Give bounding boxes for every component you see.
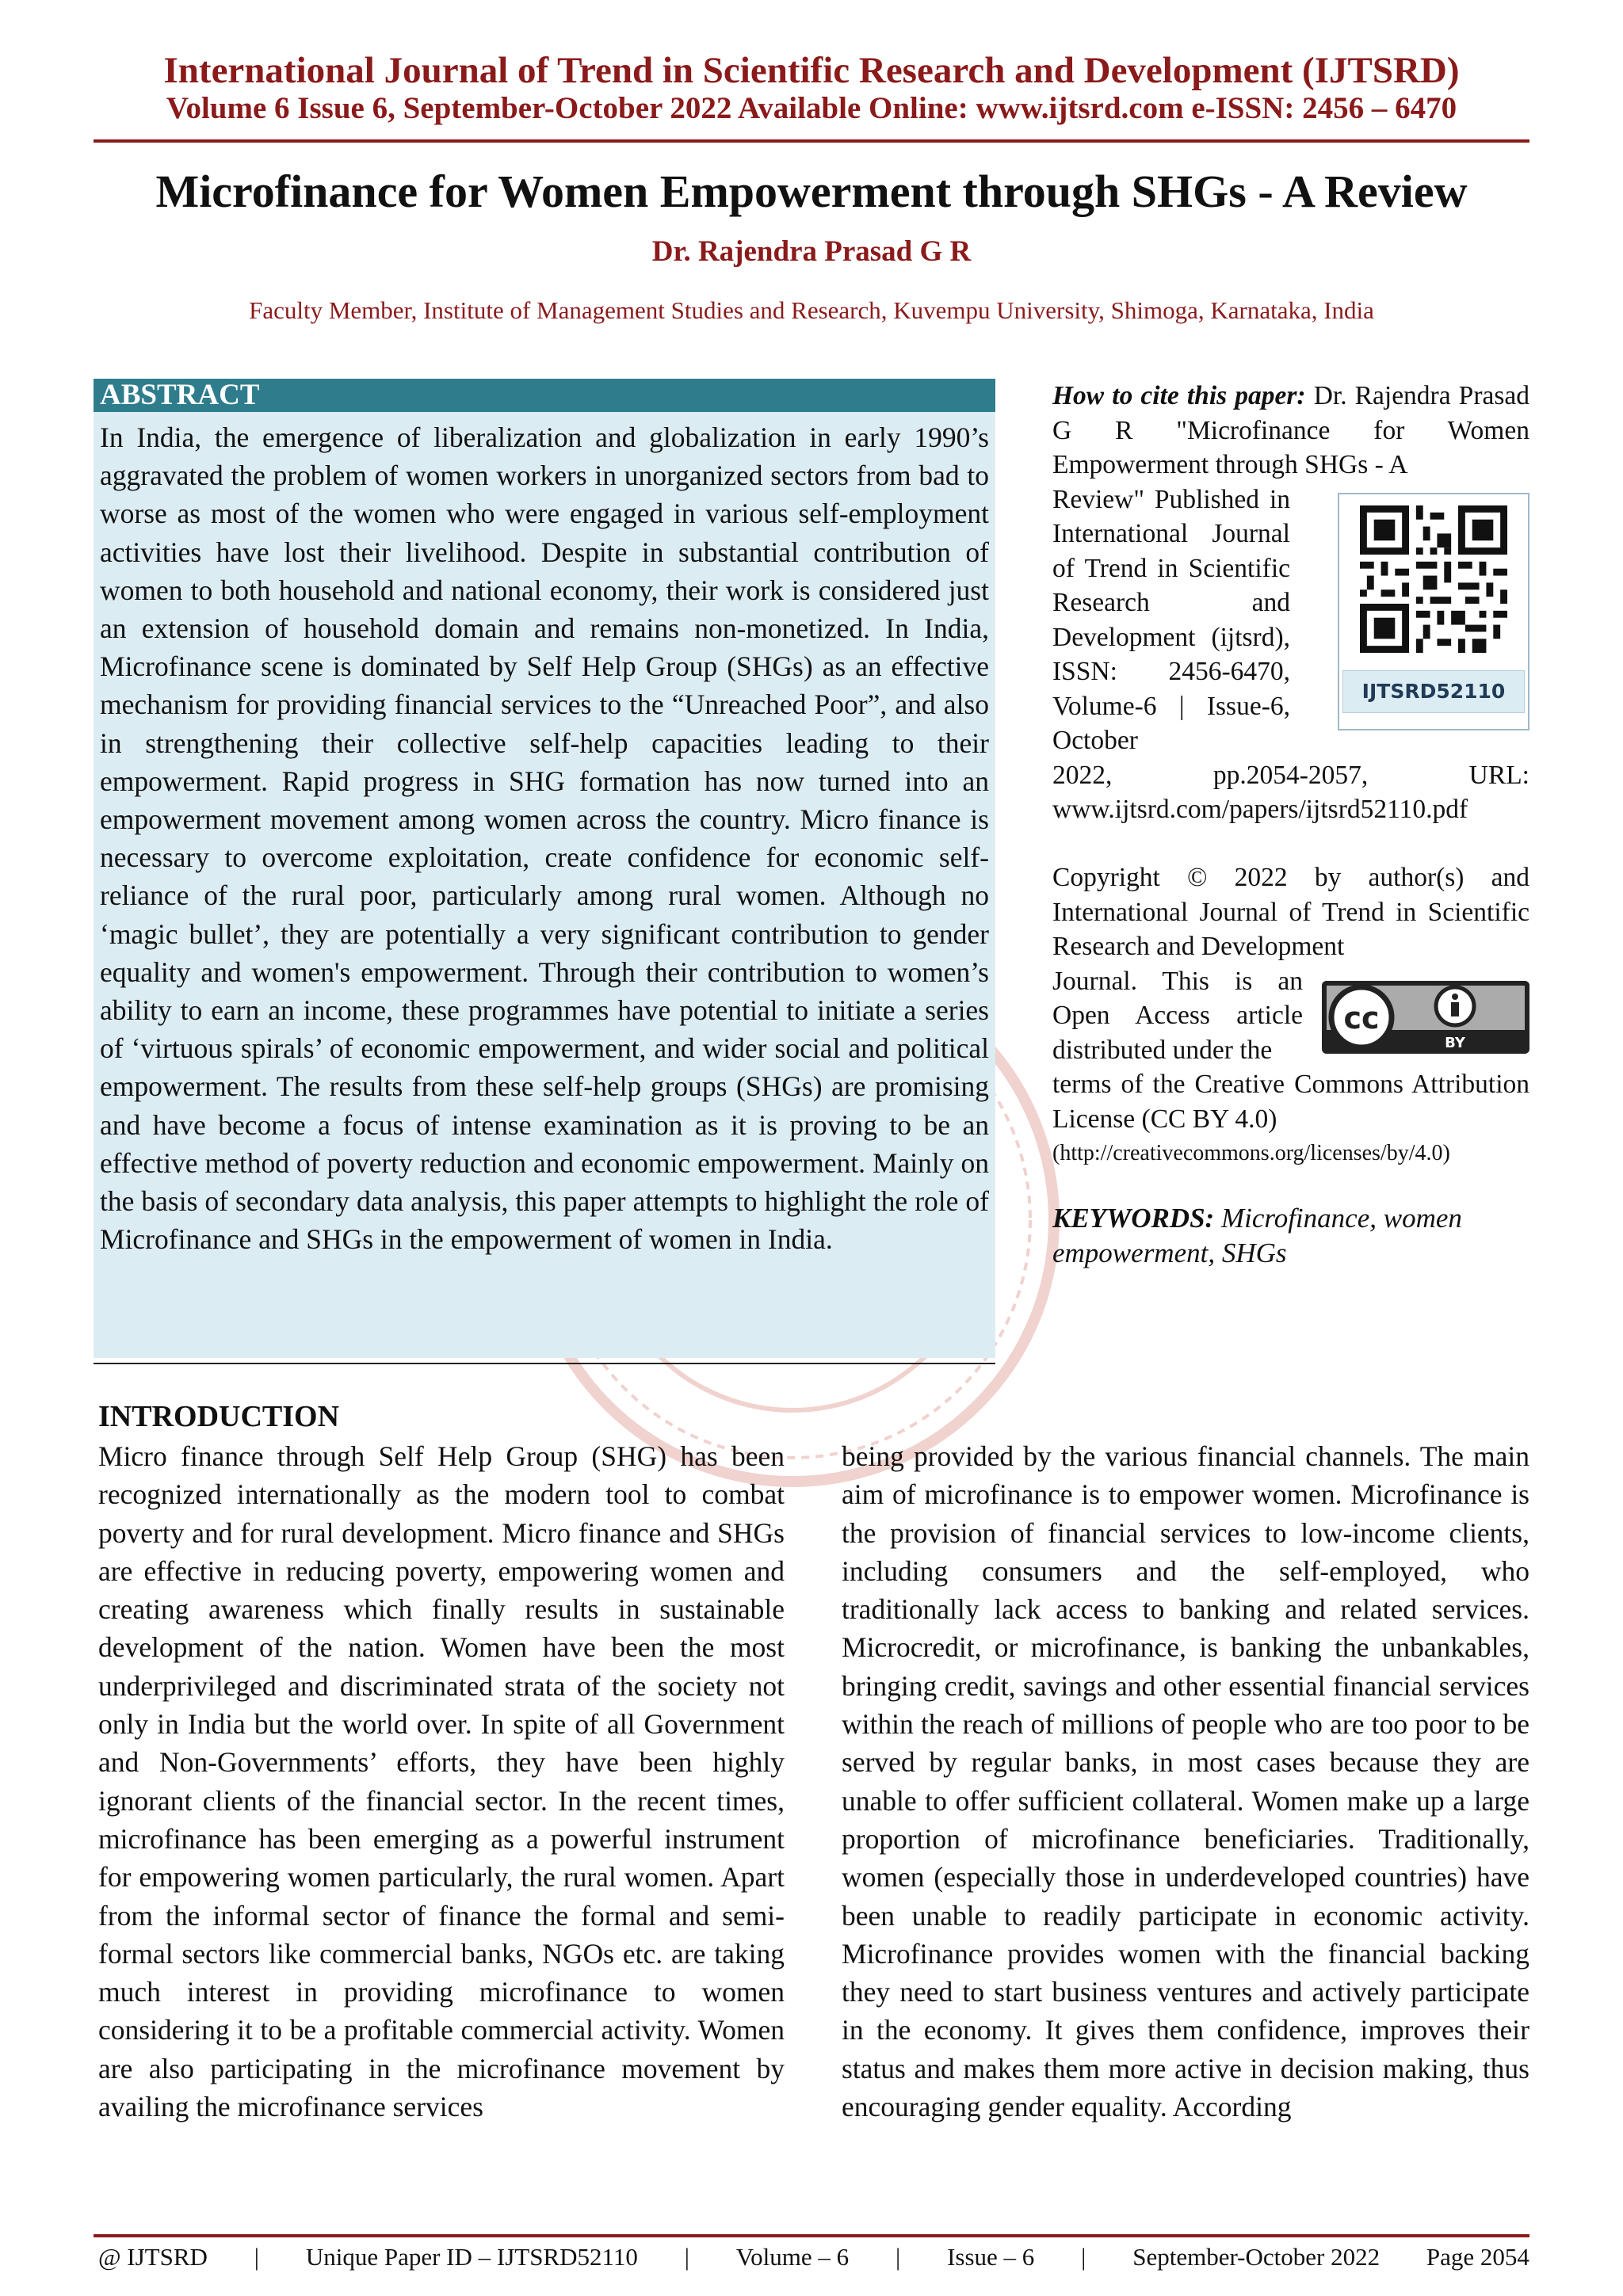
qr-code-box[interactable] <box>1338 493 1529 730</box>
keywords <box>1052 1201 1529 1271</box>
keywords-label: KEYWORDS: <box>1052 1203 1215 1234</box>
footer-separator: | <box>254 2243 259 2271</box>
footer-divider <box>94 2234 1529 2237</box>
author-affiliation: Faculty Member, Institute of Management Studies and Research, Kuvempu University, Shimoga, Karnataka, India <box>249 296 1374 324</box>
footer-separator: | <box>896 2243 901 2271</box>
copyright-wrapped: Journal. This is an Open Access article distributed under the <box>1052 966 1303 1065</box>
journal-issue-line: Volume 6 Issue 6, September-October 2022 Available Online: www.ijtsrd.com e-ISSN: 2456 – 6470 <box>166 91 1457 125</box>
author-name: Dr. Rajendra Prasad G R <box>651 235 972 268</box>
journal-title: International Journal of Trend in Scientific Research and Development (IJTSRD) <box>163 50 1460 91</box>
copyright-tail: terms of the Creative Commons Attribution License (CC BY 4.0) <box>1052 1070 1529 1134</box>
citation-lead <box>1052 379 1529 482</box>
license-url[interactable]: (http://creativecommons.org/licenses/by/4.0) <box>1052 1141 1450 1165</box>
cc-badge-text: cc <box>1343 1001 1380 1035</box>
citation-lead-text: Dr. Rajendra Prasad G R "Microfinance for Women Empowerment through SHGs - A <box>1052 381 1529 479</box>
abstract-divider <box>94 1363 995 1364</box>
abstract-box <box>94 412 995 1358</box>
abstract-text: In India, the emergence of liberalization and globalization in early 1990’s aggravated the problem of women workers in unorganized sectors from bad to worse as most of the women who were engaged in various self-employment activities have lost their livelihood. Despite in substantial contribution of women to both household and national economy, their work is considered just an extension of household domain and remains non-monetized. In India, Microfinance scene is dominated by Self Help Group (SHGs) as an effective mechanism for providing financial services to the “Unreached Poor”, and also in strengthening their collective self-help capacities leading to their empowerment. Rapid progress in SHG formation has now turned into an empowerment movement among women across the country. Micro finance is necessary to overcome exploitation, create confidence for economic self-reliance of the rural poor, particularly among rural women. Although no ‘magic bullet’, they are potentially a very significant contribution to gender equality and women's empowerment. Through their contribution to women’s ability to earn an income, these programmes have potential to initiate a series of ‘virtuous spirals’ of economic empowerment, and wider social and political empowerment. The results from these self-help groups (SHGs) are promising and have become a focus of intense examination as it is proving to be an effective method of poverty reduction and economic empowerment. Mainly on the basis of secondary data analysis, this paper attempts to highlight the role of Microfinance and SHGs in the empowerment of women in India. <box>100 421 989 1256</box>
footer-separator: | <box>1081 2243 1086 2271</box>
footer-date: September-October 2022 <box>1132 2243 1381 2271</box>
page-footer <box>98 2244 1529 2271</box>
footer-separator: | <box>684 2243 689 2271</box>
cc-by-license-icon[interactable] <box>1322 981 1529 1054</box>
footer-paper-id: Unique Paper ID – IJTSRD52110 <box>305 2243 638 2271</box>
citation-tail-text: 2022, pp.2054-2057, URL: www.ijtsrd.com/papers/ijtsrd52110.pdf <box>1052 760 1529 824</box>
qr-paper-id-label: IJTSRD52110 <box>1342 670 1525 713</box>
footer-volume: Volume – 6 <box>735 2243 850 2271</box>
copyright-lead: Copyright © 2022 by author(s) and International Journal of Trend in Scientific Research and Development <box>1052 863 1529 961</box>
header-divider <box>94 139 1529 143</box>
footer-journal: @ IJTSRD <box>98 2243 208 2271</box>
footer-page-number: Page 2054 <box>1426 2243 1529 2271</box>
paper-title: Microfinance for Women Empowerment through SHGs - A Review <box>155 166 1468 217</box>
footer-issue: Issue – 6 <box>947 2243 1035 2271</box>
cc-by-text: BY <box>1445 1035 1465 1051</box>
qr-code-icon <box>1360 505 1507 653</box>
keywords-text: Microfinance, women empowerment, SHGs <box>1052 1203 1462 1268</box>
introduction-heading: INTRODUCTION <box>98 1400 340 1433</box>
abstract-heading: ABSTRACT <box>94 379 995 412</box>
citation-wrapped-text: Review" Published in International Journal of Trend in Scientific Research and Development (ijtsrd), ISSN: 2456-6470, Volume-6 | Issue-6, October <box>1052 484 1290 755</box>
introduction-left-column: Micro finance through Self Help Group (SHG) has been recognized internationally as the modern tool to combat poverty and for rural development. Micro finance and SHGs are effective in reducing poverty, empowering women and creating awareness which finally results in sustainable development of the nation. Women have been the most underprivileged and discriminated strata of the society not only in India but the world over. In spite of all Government and Non-Governments’ efforts, they have been highly ignorant clients of the financial sector. In the recent times, microfinance has been emerging as a powerful instrument for empowering women particularly, the rural women. Apart from the informal sector of finance the formal and semi-formal sectors like commercial banks, NGOs etc. are taking much interest in providing microfinance to women considering it to be a profitable commercial activity. Women are also participating in the microfinance movement by availing the microfinance services <box>98 1440 785 2123</box>
citation-label: How to cite this paper: <box>1052 381 1306 410</box>
introduction-right-column: being provided by the various financial channels. The main aim of microfinance is to empower women. Microfinance is the provision of financial services to low-income clients, including consumers and the self-employed, who traditionally lack access to banking and related services. Microcredit, or microfinance, is banking the unbankables, bringing credit, savings and other essential financial services within the reach of millions of people who are too poor to be served by regular banks, in most cases because they are unable to offer sufficient collateral. Women make up a large proportion of microfinance beneficiaries. Traditionally, women (especially those in underdeveloped countries) have been unable to readily participate in economic activity. Microfinance provides women with the financial backing they need to start business ventures and actively participate in the economy. It gives them confidence, improves their status and makes them more active in decision making, thus encouraging gender equality. According <box>842 1440 1529 2123</box>
